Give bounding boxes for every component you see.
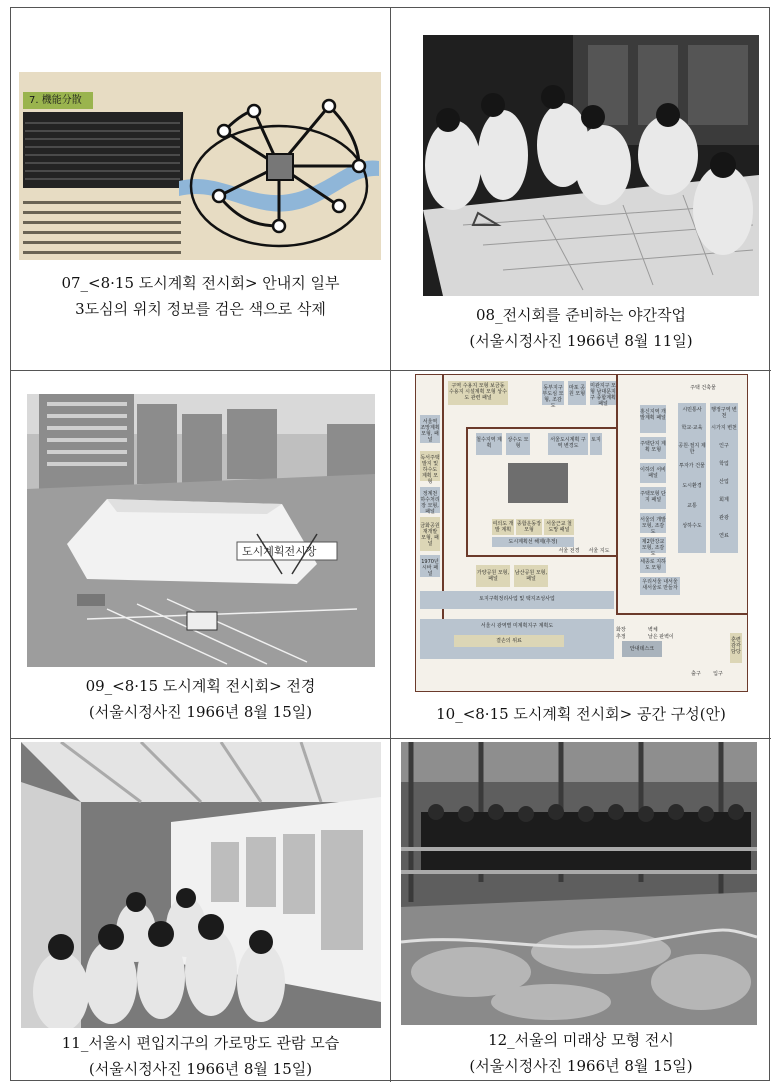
caption-12-line1: 12_서울의 미래상 모형 전시 [488, 1031, 674, 1049]
caption-09 [11, 673, 390, 725]
night-work-scene [423, 35, 759, 296]
visitors-scene [21, 742, 381, 1028]
plan-block: 가양공원 모형, 패널 [476, 565, 510, 587]
caption-08 [391, 302, 771, 354]
visitors-photo [21, 742, 381, 1028]
plan-block: 이하의 서비 패널 [640, 463, 666, 483]
caption-08-line2: (서울시정사진 1966년 8월 11일) [469, 332, 693, 350]
plan-block: 서울의 개발 모형, 조감도 [640, 513, 666, 533]
exhibition-hall-scene [27, 394, 375, 667]
caption-11 [11, 1030, 390, 1082]
panel-11 [11, 739, 391, 1082]
plan-block: 도시계획선 해제(추정) [492, 537, 574, 547]
plan-block: 서울시 광역별 미계획지구 계획도 결손의 위료 [420, 619, 614, 659]
brochure-heading: 7. 機能分散 [23, 92, 93, 109]
panel-12 [391, 739, 771, 1082]
photo-grid [10, 7, 770, 1081]
plan-block: 홍신지역 개발계획 패널 [640, 405, 666, 433]
plan-block: 토지구획정리사업 및 택지조성사업 [420, 591, 614, 609]
plan-block: 남산공원 모형, 패널 [514, 565, 548, 587]
caption-11-line2: (서울시정사진 1966년 8월 15일) [88, 1060, 313, 1078]
plan-block: 결손의 위료 [454, 635, 564, 647]
plan-block: 종합운동장 모형 [516, 521, 542, 533]
legend-item: 화장 [616, 627, 626, 633]
plan-block: 여의도 개발 계획 [492, 521, 514, 533]
caption-12 [391, 1027, 771, 1079]
plan-block: 토지 [590, 433, 602, 455]
plan-label-housing: 주택 건축물 [690, 385, 716, 391]
plan-block: 안내데스크 [622, 641, 662, 657]
plan-wall [466, 427, 468, 557]
plan-wall [442, 375, 444, 625]
plan-block: 우리서울 내서울 새서울로 만들자 [640, 577, 680, 595]
plan-block: 서울역 조망계획 모형, 패널 [420, 415, 440, 443]
caption-07-line2: 3도심의 위치 정보를 검은 색으로 삭제 [75, 300, 326, 318]
plan-block: 훈련 감각 담당 [730, 633, 742, 663]
caption-07-line1: 07_<8·15 도시계획 전시회> 안내지 일부 [61, 274, 340, 292]
plan-block: 독서주택 발지 및 하수도 계획 모형 [420, 451, 440, 481]
caption-10 [391, 701, 771, 727]
exhibition-hall-photo [27, 394, 375, 667]
plan-wall [466, 427, 616, 429]
plan-block: 정계천 하수처리장 모형, 패널 [420, 487, 440, 513]
exit-label: 출구 [691, 671, 701, 677]
plan-block: 시민통사 학교·교육 공원·절지 제한 투자가 건물 도시환경 교통 상하수도 [678, 403, 706, 553]
caption-08-line1: 08_전시회를 준비하는 야간작업 [475, 306, 686, 324]
brochure-text-lines [23, 194, 181, 260]
caption-09-line1: 09_<8·15 도시계획 전시회> 전경 [85, 677, 316, 695]
panel-08 [391, 8, 771, 371]
caption-10-line1: 10_<8·15 도시계획 전시회> 공간 구성(안) [436, 705, 726, 723]
night-work-photo [423, 35, 759, 296]
plan-block: 세종로 지하도 모형 [640, 559, 666, 571]
caption-12-line2: (서울시정사진 1966년 8월 15일) [469, 1057, 693, 1075]
plan-wall [616, 613, 748, 615]
plan-block: 서울근교 철도망 패널 [544, 519, 574, 535]
legend-item: 추정 [616, 634, 626, 640]
plan-label-seoul-map: 서울 지도 [588, 548, 610, 554]
legend-item: 벽체 [648, 627, 658, 633]
plan-block: 주택모형 단지 패널 [640, 487, 666, 509]
plan-block: 금화공원 재개발 모형, 패널 [420, 517, 440, 551]
plan-block: 행정구역 변천 시가지 변천 인구 학업 산업 회계 관광 연료 [710, 403, 738, 553]
floor-plan [415, 374, 748, 692]
brochure-image [19, 72, 381, 260]
legend-item: 날은 판벽이 [648, 634, 674, 640]
panel-10 [391, 371, 771, 739]
plan-block: 마포 공원 모형 [568, 381, 586, 405]
panel-07 [11, 8, 391, 371]
panel-09 [11, 371, 391, 739]
plan-block: 주택단지 계획 모형 [640, 437, 666, 459]
plan-block: 서울도시계획 구역 변경도 [548, 433, 588, 455]
plan-center-model [508, 463, 568, 503]
caption-07 [11, 270, 390, 322]
brochure-diagram [179, 86, 379, 256]
city-model-scene [401, 742, 757, 1025]
plan-block: 동부지구 부도심 모형, 조감도 [542, 381, 564, 405]
plan-label-seoul-view: 서울 전경 [558, 548, 580, 554]
plan-block: 상수도 모형 [506, 433, 530, 455]
plan-block: 구역 수용지 모형 보금동 수용지 시설계획 모형 상수도 관련 패널 [448, 381, 508, 405]
plan-block: 미관지구 모형 남대문지구 종합계획 패널 [590, 383, 616, 407]
city-model-photo [401, 742, 757, 1025]
redacted-text-lines [25, 116, 180, 180]
plan-block: 제2한강교 모형, 조감도 [641, 539, 665, 557]
plan-wall [466, 555, 616, 557]
entrance-label: 입구 [713, 671, 723, 677]
hall-sign-text: 도시계획전시장 [242, 545, 317, 558]
caption-11-line1: 11_서울시 편입지구의 가로망도 관람 모습 [61, 1034, 340, 1052]
caption-09-line2: (서울시정사진 1966년 8월 15일) [88, 703, 313, 721]
plan-block: 1970년 시바 패널 [420, 555, 440, 577]
plan-wall [616, 375, 618, 615]
plan-block: 철수지역 계획 [476, 433, 502, 455]
